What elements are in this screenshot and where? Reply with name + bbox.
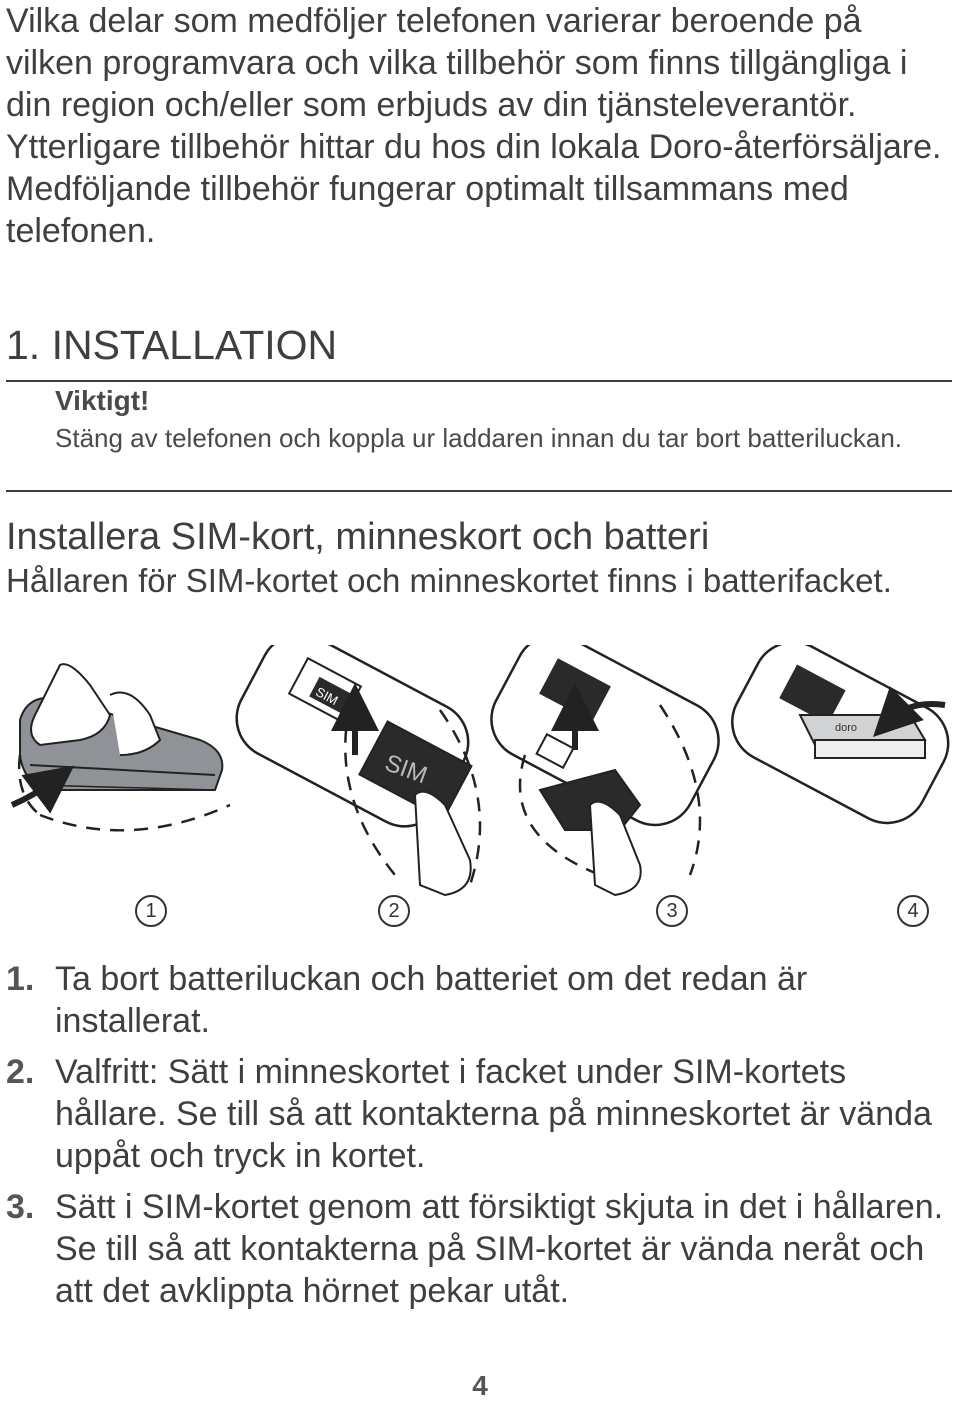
step3-illustration [477, 645, 732, 895]
installation-illustration [0, 645, 960, 935]
step-number: 2. [6, 1053, 35, 1091]
subsection-heading: Installera SIM-kort, minneskort och batteri [6, 516, 710, 558]
figure-number-2: 2 [378, 895, 410, 927]
step-number: 3. [6, 1188, 35, 1226]
section-title: 1. INSTALLATION [6, 322, 338, 368]
sim-label-small: SIM [313, 684, 341, 709]
figure-number-4: 4 [897, 895, 929, 927]
step4-illustration [718, 645, 960, 837]
step-text: Ta bort batteriluckan och batteriet om det redan är installerat. [55, 960, 808, 1040]
intro-paragraph: Vilka delar som medföljer telefonen varierar beroende på vilken programvara och vilka tillbehör som finns tillgängliga i din region och/eller som erbjuds av din tjänsteleverantör. Ytterligare tillbehör hittar du hos din lokala Doro-återförsäljare. Medföljande tillbehör fungerar optimalt tillsammans med telefonen. [6, 2, 942, 250]
step-text: Sätt i SIM-kortet genom att försiktigt skjuta in det i hållaren. Se till så att kontakterna på SIM-kortet är vända neråt och att det avklippta hörnet pekar utåt. [55, 1188, 944, 1310]
sim-card-label: SIM [381, 749, 431, 790]
step2-illustration [223, 645, 483, 895]
notice-title: Viktigt! [55, 385, 150, 416]
figure-number-1: 1 [135, 895, 167, 927]
notice-bottom-rule [6, 490, 952, 492]
installation-steps [6, 958, 951, 1321]
battery-brand-label: doro [835, 722, 858, 734]
step-item [6, 1186, 951, 1312]
step-number: 1. [6, 960, 35, 998]
notice-top-rule [6, 380, 952, 382]
subsection-text: Hållaren för SIM-kortet och minneskortet finns i batterifacket. [6, 562, 892, 599]
figure-number-3: 3 [656, 895, 688, 927]
step-item [6, 1051, 951, 1177]
notice-text: Stäng av telefonen och koppla ur laddaren innan du tar bort batteriluckan. [55, 423, 903, 453]
step-text: Valfritt: Sätt i minneskortet i facket under SIM-kortets hållare. Se till så att kontakterna på minneskortet är vända uppåt och tryck in kortet. [55, 1053, 932, 1175]
step1-illustration [12, 664, 230, 830]
page-number: 4 [472, 1370, 488, 1401]
step-item [6, 958, 951, 1042]
